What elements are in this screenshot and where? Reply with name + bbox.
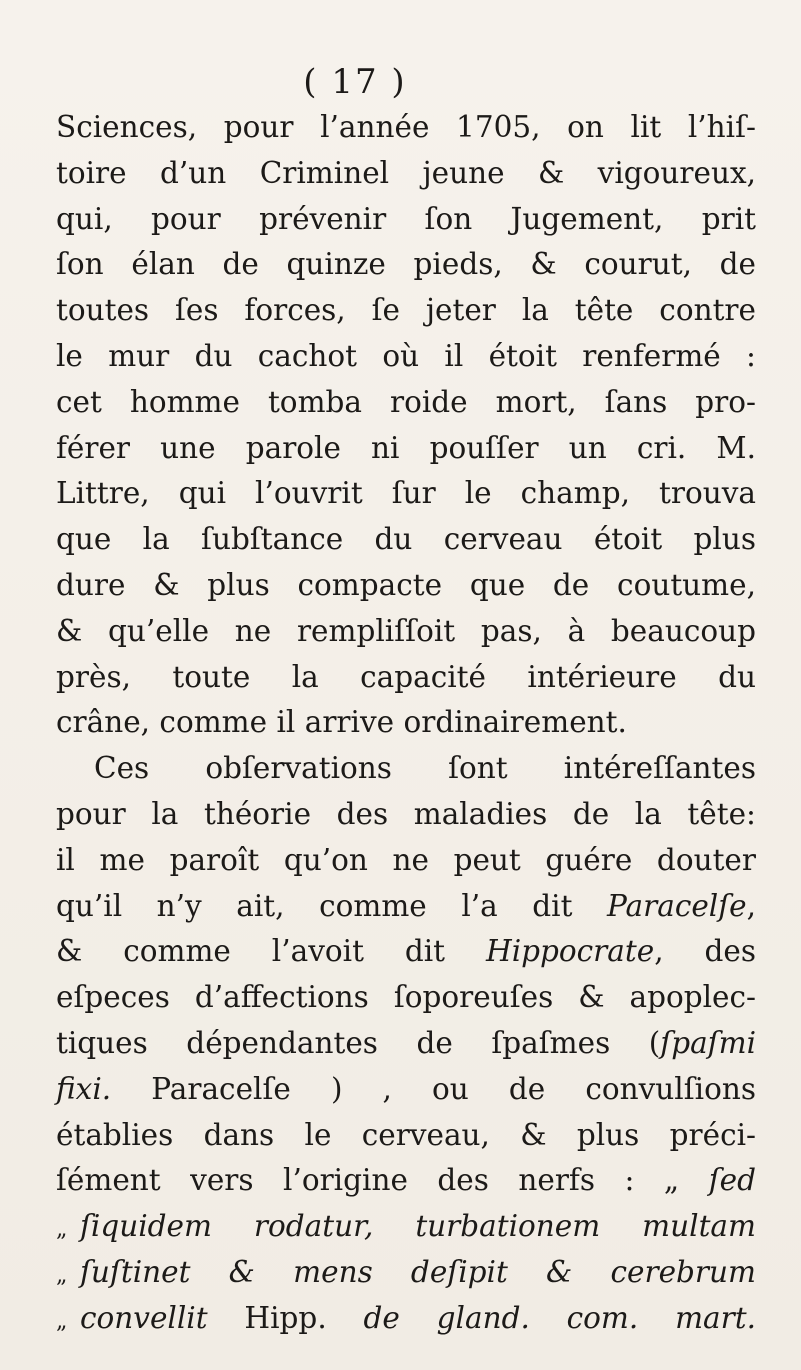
text-line-24-start: ſément vers l’origine des nerfs : xyxy=(56,1163,635,1198)
text-line-18-roman: qu’il n’y ait, comme l’a dit xyxy=(56,888,573,923)
text-line-5: toutes ſes forces, ſe jeter la tête contre xyxy=(56,293,756,328)
quote-line-1-text: ſiquidem rodatur, turbationem multam xyxy=(80,1209,756,1244)
text-line-1: Sciences, pour l’année 1705, on lit l’hiſ- xyxy=(56,110,756,144)
text-line-6: le mur du cachot où il étoit renfermé : xyxy=(56,338,756,373)
text-line-22-italic: fixi. xyxy=(56,1071,112,1106)
quote-line-2-text: ſuſtinet & mens deſipit & cerebrum xyxy=(80,1254,756,1289)
text-line-21-italic: ſpaſmi xyxy=(660,1025,756,1060)
text-line-22 xyxy=(56,1067,756,1113)
body-text xyxy=(56,105,756,1342)
text-line-24-italic: ſed xyxy=(708,1163,756,1198)
text-line-8: férer une parole ni pouſſer un cri. M. xyxy=(56,430,756,465)
text-line-19-start: & comme l’avoit dit xyxy=(56,934,446,969)
text-line-23: établies dans le cerveau, & plus préci- xyxy=(56,1117,756,1152)
quote-line-2 xyxy=(56,1250,756,1296)
text-line-19-italic: Hippocrate xyxy=(485,934,655,969)
quote-mark: „ xyxy=(56,1308,68,1334)
text-line-19-end: , des xyxy=(654,934,756,969)
quote-line-1 xyxy=(56,1204,756,1250)
quote-mark: „ xyxy=(56,1217,68,1243)
text-line-24 xyxy=(56,1158,756,1204)
text-line-15: Ces obſervations ſont intéreſſantes xyxy=(94,751,756,786)
text-line-10: que la ſubſtance du cerveau étoit plus xyxy=(56,522,756,557)
text-line-4: ſon élan de quinze pieds, & courut, de xyxy=(56,247,756,282)
text-line-14: crâne, comme il arrive ordinairement. xyxy=(56,705,627,740)
text-line-17: il me paroît qu’on ne peut guére douter xyxy=(56,842,756,877)
text-line-21-start: tiques dépendantes de ſpaſmes ( xyxy=(56,1025,661,1060)
text-line-21 xyxy=(56,1021,756,1067)
text-line-18-italic: Paracelſe xyxy=(607,888,747,923)
quote-line-3 xyxy=(56,1296,756,1342)
quote-line-3-italic-2: de gland. com. mart. xyxy=(363,1300,756,1335)
text-line-18 xyxy=(56,884,756,930)
text-line-13: près, toute la capacité intérieure du xyxy=(56,659,756,694)
text-line-19 xyxy=(56,929,756,975)
text-line-9: Littre, qui l’ouvrit ſur le champ, trouva xyxy=(56,476,756,511)
text-line-18-end: , xyxy=(746,888,756,923)
text-line-3: qui, pour prévenir ſon Jugement, prit xyxy=(56,201,756,236)
text-line-16: pour la théorie des maladies de la tête: xyxy=(56,796,756,831)
text-line-12: & qu’elle ne rempliſſoit pas, à beaucoup xyxy=(56,613,756,648)
text-line-22-end: Paracelſe ) , ou de convulſions xyxy=(151,1071,756,1106)
text-line-24-mark: „ xyxy=(663,1163,680,1198)
text-line-20: eſpeces d’affections ſoporeuſes & apoplec- xyxy=(56,980,756,1015)
quote-line-3-roman: Hipp. xyxy=(244,1300,327,1335)
text-line-7: cet homme tomba roide mort, ſans pro- xyxy=(56,384,756,419)
quote-line-3-italic-1: convellit xyxy=(80,1300,208,1335)
quote-mark: „ xyxy=(56,1262,68,1288)
page-number: ( 17 ) xyxy=(303,62,407,102)
text-line-2: toire d’un Criminel jeune & vigoureux, xyxy=(56,155,756,190)
text-line-11: dure & plus compacte que de coutume, xyxy=(56,567,756,602)
